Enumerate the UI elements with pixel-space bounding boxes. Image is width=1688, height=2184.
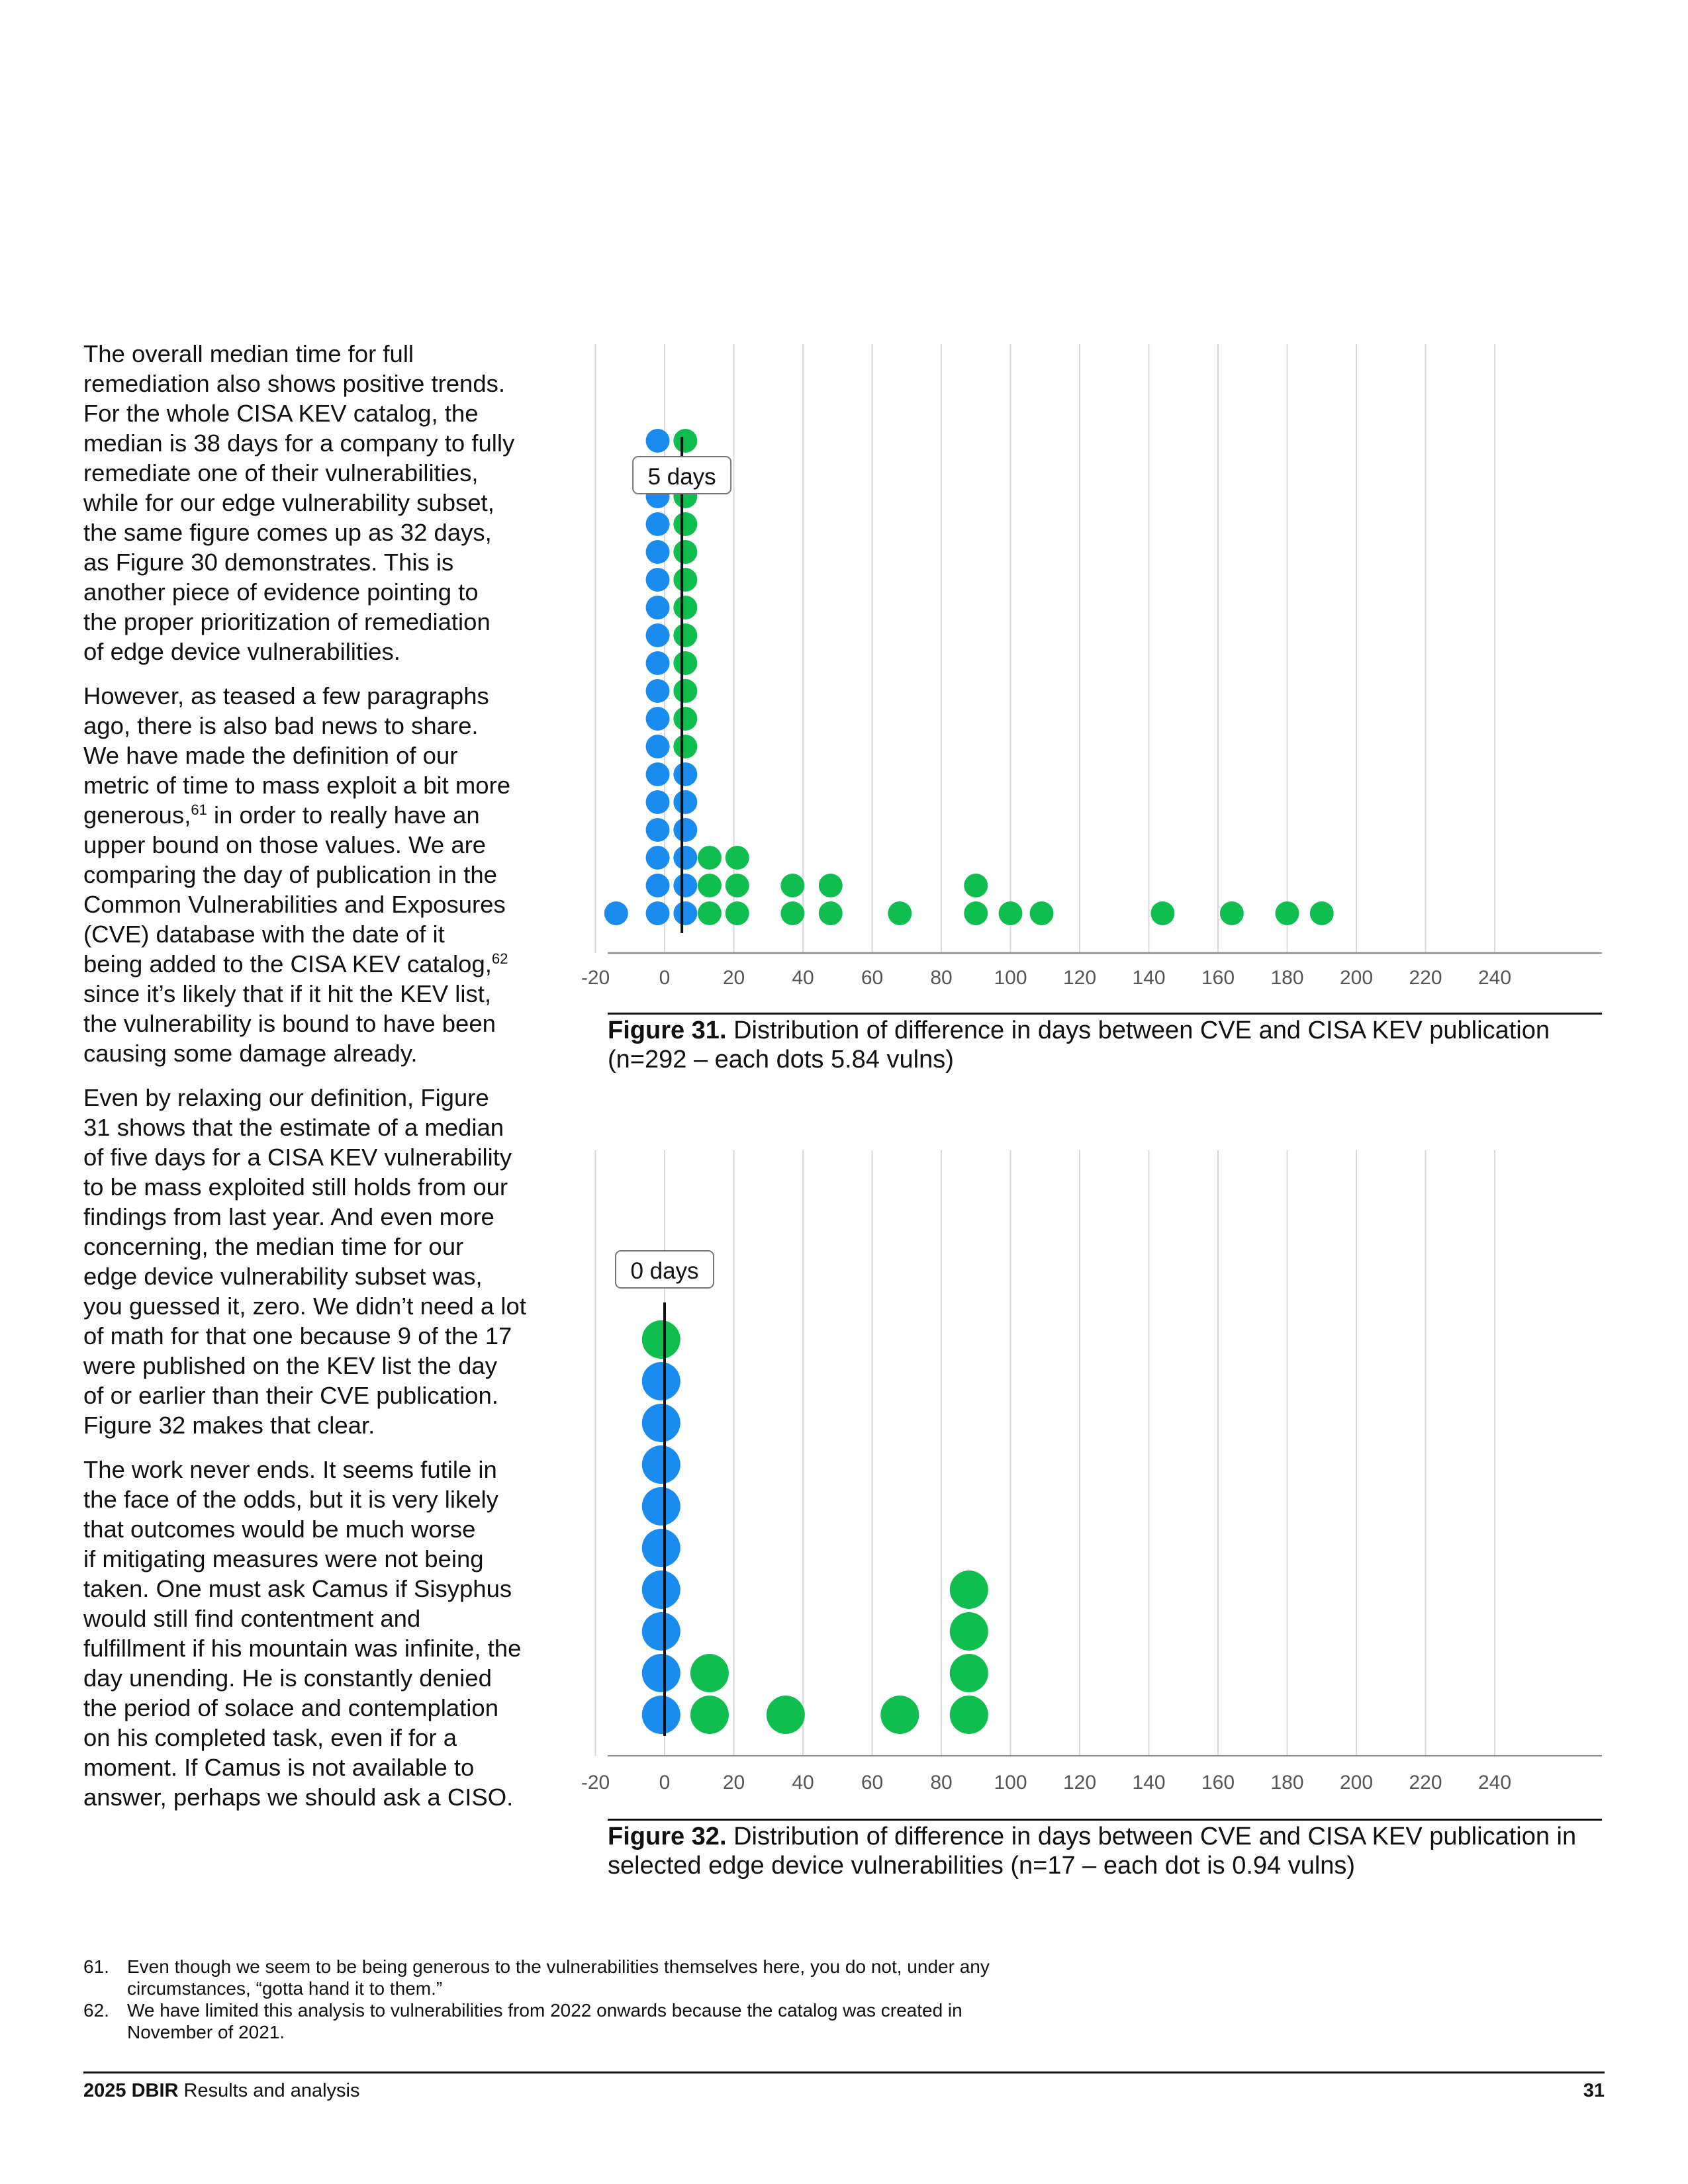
median-label: 0 days [630, 1258, 699, 1284]
data-dot [673, 846, 697, 870]
data-dot [646, 846, 670, 870]
figure-32-caption [608, 1822, 1602, 1880]
data-dot [690, 1654, 729, 1692]
data-dot [964, 874, 988, 897]
data-dot [698, 874, 722, 897]
data-dot [950, 1654, 988, 1692]
figure-31-caption [608, 1016, 1602, 1074]
data-dot [673, 790, 697, 814]
x-tick-label: 120 [1062, 1772, 1097, 1794]
data-dot [646, 874, 670, 897]
data-dot [673, 596, 697, 619]
data-dot [646, 623, 670, 647]
paragraph-2: However, as teased a few paragraphs ago, there is also bad news to share. We have made the definition of our metric of time to mass exploit a bit more generous,$^{61}$ in order to really have an upper bound on those values. We are comparing the day of publication in the Common Vulnerabilities and Exposures (CVE) database with the date of it being added to the CISA KEV catalog,$^{62}$ since it’s likely that if it hit the KEV list, the vulnerability is bound to have been causing some damage already. [83, 682, 511, 1067]
x-tick-label: 100 [994, 1772, 1027, 1794]
data-dot [698, 846, 722, 870]
x-tick-label: 160 [1201, 967, 1235, 989]
data-dot [673, 651, 697, 675]
data-dot [646, 568, 670, 592]
data-dot [1220, 901, 1244, 925]
data-dot [646, 790, 670, 814]
x-tick-label: 60 [861, 1772, 884, 1794]
data-dot [646, 707, 670, 731]
x-tick-label: 160 [1201, 1772, 1235, 1794]
data-dot [646, 596, 670, 619]
data-dot [999, 901, 1023, 925]
data-dot [673, 568, 697, 592]
data-dot [964, 901, 988, 925]
x-tick-label: 220 [1409, 967, 1442, 989]
data-dot [642, 1445, 680, 1484]
data-dot [646, 540, 670, 564]
data-dot [819, 874, 843, 897]
footnote-ref-61[interactable]: 61 [191, 801, 207, 818]
figure-32-caption-text: Distribution of difference in days between CVE and CISA KEV publication in selected edge device vulnerabilities (n=17 – each dot is 0.94 vulns) [608, 1823, 1577, 1880]
data-dot [642, 1320, 680, 1359]
data-dot [726, 874, 749, 897]
x-tick-label: 0 [659, 967, 671, 989]
x-tick-label: 80 [930, 967, 953, 989]
data-dot [642, 1529, 680, 1567]
x-tick-label: 0 [659, 1772, 671, 1794]
data-dot [642, 1612, 680, 1651]
x-tick-label: 100 [994, 967, 1027, 989]
data-dot [673, 429, 697, 453]
figure-32-chart [581, 1144, 1602, 1819]
x-tick-label: 20 [722, 1772, 745, 1794]
data-dot [673, 818, 697, 842]
page-number: 31 [1583, 2080, 1605, 2101]
data-dot [780, 874, 804, 897]
data-dot [1276, 901, 1299, 925]
body-text [83, 339, 560, 1827]
x-tick-label: -20 [581, 1772, 610, 1794]
footnote-61: 61. Even though we seem to be being generous to the vulnerabilities themselves here, you do not, under any circumstances, “gotta hand it to them.” [83, 1956, 990, 1999]
data-dot [673, 623, 697, 647]
data-dot [698, 901, 722, 925]
footer-title: 2025 DBIR Results and analysis [83, 2080, 360, 2101]
data-dot [646, 651, 670, 675]
paragraph-1: The overall median time for full remediation also shows positive trends. For the whole CISA KEV catalog, the median is 38 days for a company to fully remediate one of their vulnerabilities, while for our edge vulnerability subset, the same figure comes up as 32 days, as Figure 30 demonstrates. This is another piece of evidence pointing to the proper prioritization of remediation of edge device vulnerabilities. [83, 340, 515, 665]
data-dot [646, 818, 670, 842]
x-tick-label: 120 [1062, 967, 1097, 989]
data-dot [646, 429, 670, 453]
data-dot [673, 762, 697, 786]
paragraph-4: The work never ends. It seems futile in the face of the odds, but it is very likely that outcomes would be much worse if mitigating measures were not being taken. One must ask Camus if Sisyphus would still find contentment and fulfillment if his mountain was infinite, the day unending. He is constantly denied the period of solace and contemplation on his completed task, even if for a moment. If Camus is not available to answer, perhaps we should ask a CISO. [83, 1456, 522, 1811]
data-dot [1150, 901, 1174, 925]
x-tick-label: 180 [1270, 1772, 1304, 1794]
data-dot [642, 1654, 680, 1692]
x-tick-label: 40 [792, 1772, 814, 1794]
x-tick-label: 240 [1477, 967, 1512, 989]
x-tick-label: 140 [1132, 967, 1166, 989]
data-dot [646, 512, 670, 536]
x-tick-label: 140 [1132, 1772, 1166, 1794]
figure-31-caption-text: Distribution of difference in days between CVE and CISA KEV publication (n=292 – each dots 5.84 vulns) [608, 1017, 1550, 1073]
data-dot [642, 1696, 680, 1734]
data-dot [646, 762, 670, 786]
data-dot [690, 1696, 729, 1734]
x-tick-label: 40 [792, 967, 814, 989]
x-tick-label: 60 [861, 967, 884, 989]
data-dot [642, 1487, 680, 1525]
data-dot [819, 901, 843, 925]
data-dot [1030, 901, 1054, 925]
data-dot [950, 1612, 988, 1651]
data-dot [780, 901, 804, 925]
data-dot [673, 901, 697, 925]
data-dot [646, 735, 670, 758]
figure-32-rule [608, 1819, 1602, 1821]
data-dot [673, 679, 697, 703]
x-tick-label: -20 [581, 967, 610, 989]
x-tick-label: 220 [1409, 1772, 1442, 1794]
data-dot [950, 1570, 988, 1609]
data-dot [726, 846, 749, 870]
data-dot [673, 735, 697, 758]
data-dot [1310, 901, 1334, 925]
footnote-ref-62[interactable]: 62 [491, 950, 508, 967]
data-dot [880, 1696, 919, 1734]
paragraph-3: Even by relaxing our definition, Figure 31 shows that the estimate of a median of five days for a CISA KEV vulnerability to be mass exploited still holds from our findings from last year. And even more concerning, the median time for our edge device vulnerability subset was, you guessed it, zero. We didn’t need a lot of math for that one because 9 of the 17 were published on the KEV list the day of or earlier than their CVE publication. Figure 32 makes that clear. [83, 1084, 526, 1439]
data-dot [646, 679, 670, 703]
page-footer [83, 2080, 1605, 2102]
data-dot [888, 901, 912, 925]
footer-rule [83, 2071, 1605, 2073]
data-dot [646, 901, 670, 925]
x-tick-label: 240 [1477, 1772, 1512, 1794]
data-dot [726, 901, 749, 925]
data-dot [767, 1696, 805, 1734]
data-dot [642, 1570, 680, 1609]
x-tick-label: 180 [1270, 967, 1304, 989]
figure-31-rule [608, 1013, 1602, 1015]
figure-31-caption-label: Figure 31. [608, 1017, 727, 1044]
data-dot [604, 901, 628, 925]
data-dot [642, 1362, 680, 1400]
footnote-62: 62. We have limited this analysis to vulnerabilities from 2022 onwards because the catalog was created in November of 2021. [83, 2000, 962, 2042]
data-dot [673, 512, 697, 536]
figure-31 [581, 338, 1602, 1074]
x-tick-label: 80 [930, 1772, 953, 1794]
x-tick-label: 20 [722, 967, 745, 989]
x-tick-label: 200 [1339, 1772, 1374, 1794]
data-dot [673, 874, 697, 897]
data-dot [673, 540, 697, 564]
median-label: 5 days [647, 464, 716, 490]
data-dot [673, 707, 697, 731]
data-dot [950, 1696, 988, 1734]
data-dot [642, 1404, 680, 1442]
x-tick-label: 200 [1339, 967, 1374, 989]
figure-31-chart [581, 338, 1602, 1013]
figure-32-caption-label: Figure 32. [608, 1823, 727, 1850]
figure-32 [581, 1144, 1602, 1880]
footnotes [83, 1956, 1103, 2043]
